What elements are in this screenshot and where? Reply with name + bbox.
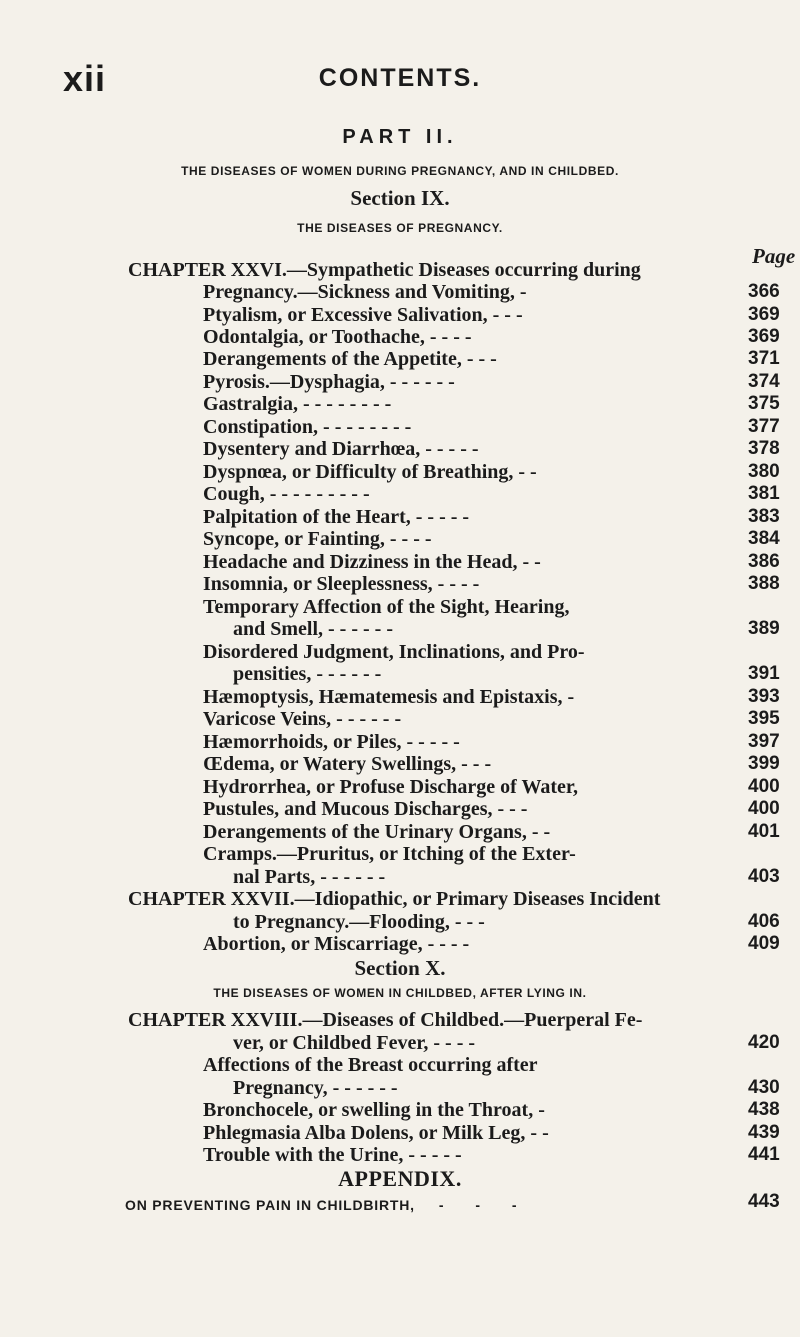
toc-entry-text: Dyspnœa, or Difficulty of Breathing, - - [203,461,537,483]
toc-entry-text: Hydrorrhea, or Profuse Discharge of Water, [203,776,578,798]
toc-entry-page: 384 [748,528,780,549]
toc-entry-text: Insomnia, or Sleeplessness, - - - - [203,573,480,595]
toc-entry-page: 381 [748,483,780,504]
page-column-label: Page [752,244,796,268]
toc-entry-text: Abortion, or Miscarriage, - - - - [203,933,470,955]
toc-entry-text: Constipation, - - - - - - - - [203,416,412,438]
toc-entry-text: Ptyalism, or Excessive Salivation, - - - [203,304,523,326]
section-x-subtitle: THE DISEASES OF WOMEN IN CHILDBED, AFTER LYING IN. [213,986,587,1000]
toc-entry-text: nal Parts, - - - - - - [233,866,386,888]
toc-entry-page: 380 [748,461,780,482]
appendix-entry-text: ON PREVENTING PAIN IN CHILDBIRTH, [125,1197,415,1213]
running-title: CONTENTS. [318,64,482,92]
toc-entry-text: Pustules, and Mucous Discharges, - - - [203,798,528,820]
toc-entry-page: 400 [748,798,780,819]
appendix-entry-leader: - - - [438,1197,531,1213]
toc-entry-text: Pyrosis.—Dysphagia, - - - - - - [203,371,455,393]
toc-entry-text: Temporary Affection of the Sight, Hearing, [203,596,570,618]
part-subtitle: THE DISEASES OF WOMEN DURING PREGNANCY, AND IN CHILDBED. [181,164,619,178]
appendix-entry [125,1197,531,1213]
toc-entry-page: 389 [748,618,780,639]
running-head [0,38,800,98]
toc-entry-page: 399 [748,753,780,774]
toc-entry-page: 430 [748,1077,780,1098]
appendix-heading: APPENDIX. [338,1166,462,1191]
toc-entry-page: 386 [748,551,780,572]
toc-entry-page: 403 [748,866,780,887]
toc-entry-text: Hæmorrhoids, or Piles, - - - - - [203,731,460,753]
toc-entry-page: 369 [748,304,780,325]
toc-entry-page: 438 [748,1099,780,1120]
part-title: PART II. [342,126,458,148]
section-ix-subtitle: THE DISEASES OF PREGNANCY. [297,221,503,235]
toc-entry-text: Odontalgia, or Toothache, - - - - [203,326,472,348]
toc-entry-text: Pregnancy, - - - - - - [233,1077,398,1099]
toc-entry-text: and Smell, - - - - - - [233,618,393,640]
toc-entry-page: 439 [748,1122,780,1143]
toc-entry-page: 397 [748,731,780,752]
toc-entry-text: Dysentery and Diarrhœa, - - - - - [203,438,479,460]
toc-entry-page: 395 [748,708,780,729]
toc-entry-text: ver, or Childbed Fever, - - - - [233,1032,476,1054]
toc-entry-page: 371 [748,348,780,369]
toc-entry-text: pensities, - - - - - - [233,663,382,685]
toc-entry-page: 393 [748,686,780,707]
toc-entry-text: CHAPTER XXVIII.—Diseases of Childbed.—Puerperal Fe- [128,1009,643,1031]
toc-entry-text: Pregnancy.—Sickness and Vomiting, - [203,281,527,303]
toc-entry-text: Disordered Judgment, Inclinations, and Pro- [203,641,585,663]
toc-entry-text: CHAPTER XXVII.—Idiopathic, or Primary Diseases Incident [128,888,661,910]
toc-entry-text: CHAPTER XXVI.—Sympathetic Diseases occurring during [128,259,641,281]
toc-entry-page: 409 [748,933,780,954]
toc-entry-text: Hæmoptysis, Hæmatemesis and Epistaxis, - [203,686,575,708]
toc-entry-text: Cough, - - - - - - - - - [203,483,370,505]
toc-entry-page: 391 [748,663,780,684]
toc-entry-text: Derangements of the Urinary Organs, - - [203,821,551,843]
section-x-title: Section X. [354,956,446,980]
toc-entry-text: Affections of the Breast occurring after [203,1054,538,1076]
section-ix-title: Section IX. [350,186,450,210]
toc-entry-text: Gastralgia, - - - - - - - - [203,393,392,415]
toc-entry-text: Palpitation of the Heart, - - - - - [203,506,470,528]
toc-entry-page: 366 [748,281,780,302]
toc-entry-page: 401 [748,821,780,842]
toc-entry-text: Trouble with the Urine, - - - - - [203,1144,462,1166]
toc-entry-page: 374 [748,371,780,392]
toc-entry-text: Varicose Veins, - - - - - - [203,708,402,730]
toc-entry-text: Bronchocele, or swelling in the Throat, - [203,1099,545,1121]
toc-entry-page: 441 [748,1144,780,1165]
toc-entry-text: Syncope, or Fainting, - - - - [203,528,432,550]
toc-entry-page: 383 [748,506,780,527]
toc-entry-page: 375 [748,393,780,414]
toc-entry-text: Derangements of the Appetite, - - - [203,348,497,370]
page-number: xii [63,58,107,99]
toc-entry-text: Cramps.—Pruritus, or Itching of the Exter- [203,843,576,865]
toc-entry-page: 388 [748,573,780,594]
toc-entry-text: Phlegmasia Alba Dolens, or Milk Leg, - - [203,1122,549,1144]
toc-entry-page: 400 [748,776,780,797]
toc-entry-page: 420 [748,1032,780,1053]
toc-entry-page: 406 [748,911,780,932]
toc-entry-page: 369 [748,326,780,347]
toc-entry-text: Œdema, or Watery Swellings, - - - [203,753,492,775]
appendix-page-number: 443 [748,1191,780,1212]
toc-entry-text: to Pregnancy.—Flooding, - - - [233,911,485,933]
toc-entry-page: 377 [748,416,780,437]
toc-entry-text: Headache and Dizziness in the Head, - - [203,551,541,573]
toc-entry-page: 378 [748,438,780,459]
